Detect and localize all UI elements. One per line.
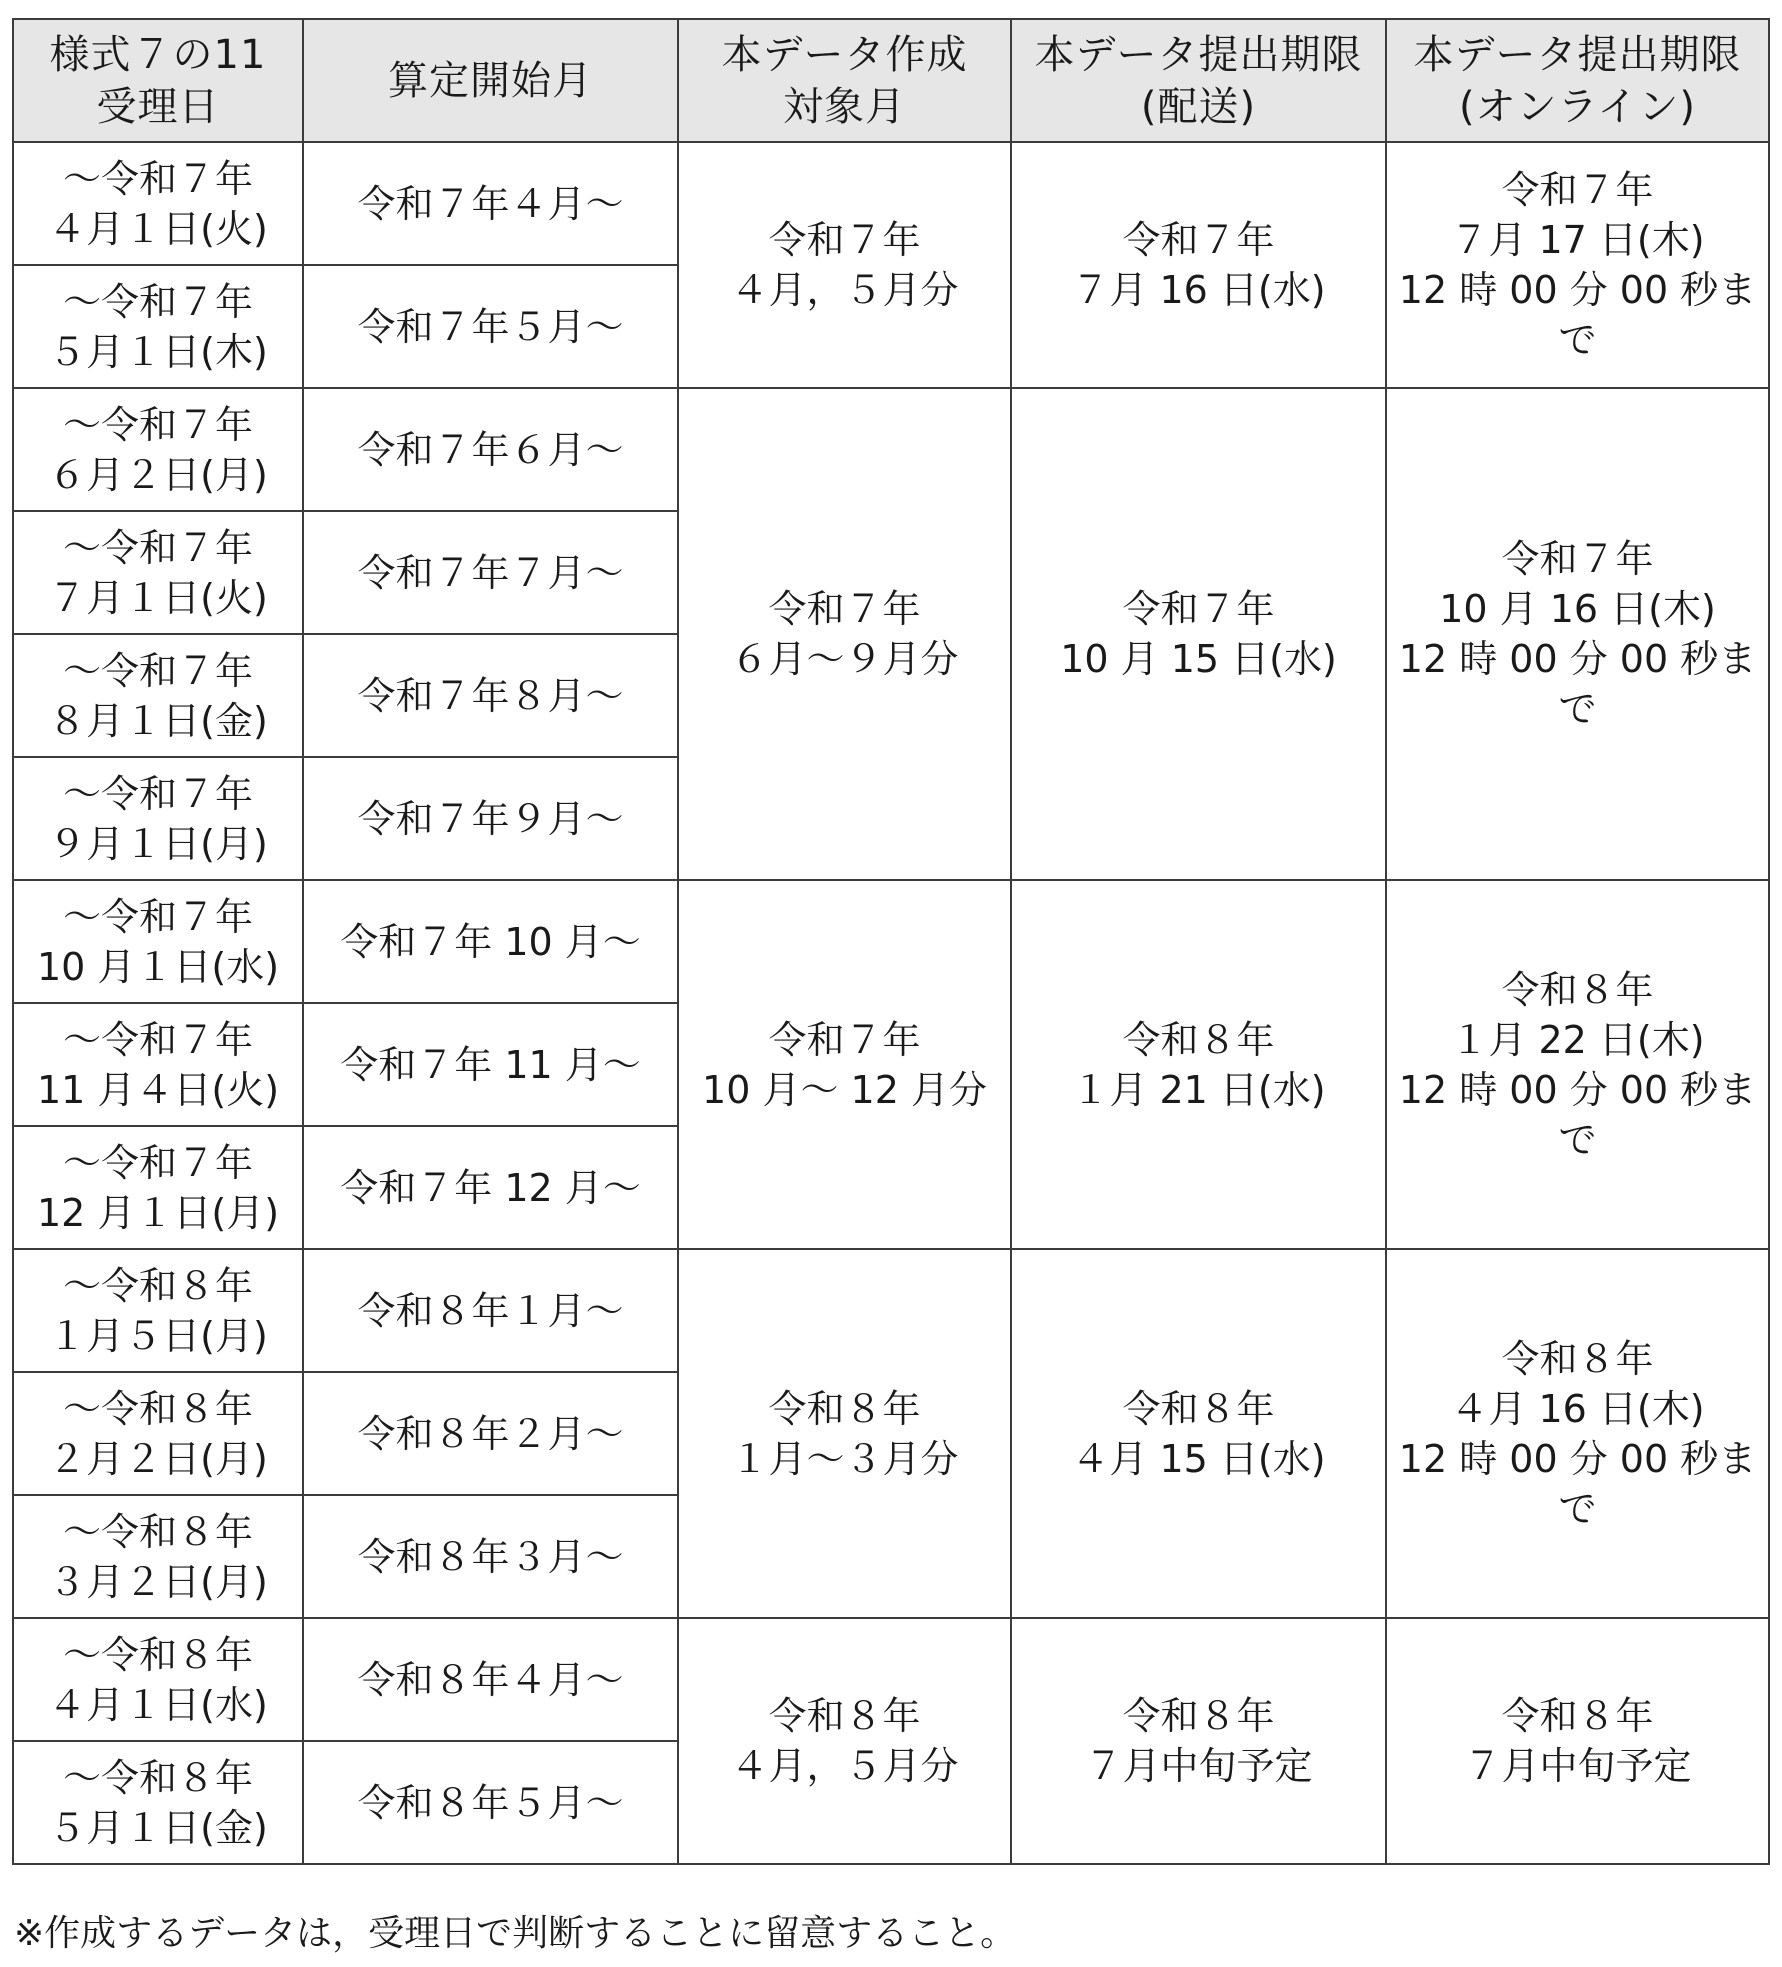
deadline-delivery-cell: 令和７年 10 月 15 日(水) <box>1011 388 1386 880</box>
target-months-cell: 令和７年 10 月～ 12 月分 <box>678 880 1011 1249</box>
received-date-cell: ～令和８年 １月５日(月) <box>13 1249 303 1372</box>
header-start-month: 算定開始月 <box>303 19 678 142</box>
deadline-online-cell: 令和７年 10 月 16 日(木) 12 時 00 分 00 秒ま で <box>1386 388 1769 880</box>
start-month-cell: 令和８年４月～ <box>303 1618 678 1741</box>
start-month-cell: 令和７年 12 月～ <box>303 1126 678 1249</box>
received-date-cell: ～令和８年 ４月１日(水) <box>13 1618 303 1741</box>
table-row <box>13 142 1769 265</box>
start-month-cell: 令和８年１月～ <box>303 1249 678 1372</box>
received-date-cell: ～令和７年 ８月１日(金) <box>13 634 303 757</box>
start-month-cell: 令和８年３月～ <box>303 1495 678 1618</box>
deadline-delivery-cell: 令和８年 １月 21 日(水) <box>1011 880 1386 1249</box>
header-received-date: 様式７の11 受理日 <box>13 19 303 142</box>
received-date-cell: ～令和７年 10 月１日(水) <box>13 880 303 1003</box>
deadline-delivery-cell: 令和７年 ７月 16 日(水) <box>1011 142 1386 388</box>
deadline-online-cell: 令和７年 ７月 17 日(木) 12 時 00 分 00 秒ま で <box>1386 142 1769 388</box>
start-month-cell: 令和７年５月～ <box>303 265 678 388</box>
start-month-cell: 令和７年 11 月～ <box>303 1003 678 1126</box>
received-date-cell: ～令和７年 ９月１日(月) <box>13 757 303 880</box>
header-deadline-delivery: 本データ提出期限 (配送) <box>1011 19 1386 142</box>
target-months-cell: 令和７年 ６月～９月分 <box>678 388 1011 880</box>
start-month-cell: 令和７年 10 月～ <box>303 880 678 1003</box>
deadline-online-cell: 令和８年 ４月 16 日(木) 12 時 00 分 00 秒ま で <box>1386 1249 1769 1618</box>
start-month-cell: 令和７年８月～ <box>303 634 678 757</box>
start-month-cell: 令和７年４月～ <box>303 142 678 265</box>
received-date-cell: ～令和８年 ３月２日(月) <box>13 1495 303 1618</box>
target-months-cell: 令和８年 １月～３月分 <box>678 1249 1011 1618</box>
start-month-cell: 令和７年７月～ <box>303 511 678 634</box>
table-row <box>13 1249 1769 1372</box>
deadline-delivery-cell: 令和８年 ４月 15 日(水) <box>1011 1249 1386 1618</box>
received-date-cell: ～令和７年 ４月１日(火) <box>13 142 303 265</box>
table-row <box>13 1618 1769 1741</box>
header-deadline-online: 本データ提出期限 (オンライン) <box>1386 19 1769 142</box>
deadline-online-cell: 令和８年 １月 22 日(木) 12 時 00 分 00 秒ま で <box>1386 880 1769 1249</box>
header-row <box>13 19 1769 142</box>
table-row <box>13 880 1769 1003</box>
start-month-cell: 令和８年５月～ <box>303 1741 678 1864</box>
deadline-online-cell: 令和８年 ７月中旬予定 <box>1386 1618 1769 1864</box>
target-months-cell: 令和８年 ４月，５月分 <box>678 1618 1011 1864</box>
target-months-cell: 令和７年 ４月，５月分 <box>678 142 1011 388</box>
received-date-cell: ～令和７年 11 月４日(火) <box>13 1003 303 1126</box>
start-month-cell: 令和７年６月～ <box>303 388 678 511</box>
received-date-cell: ～令和８年 ５月１日(金) <box>13 1741 303 1864</box>
received-date-cell: ～令和７年 12 月１日(月) <box>13 1126 303 1249</box>
received-date-cell: ～令和８年 ２月２日(月) <box>13 1372 303 1495</box>
received-date-cell: ～令和７年 ６月２日(月) <box>13 388 303 511</box>
received-date-cell: ～令和７年 ５月１日(木) <box>13 265 303 388</box>
footnote: ※作成するデータは，受理日で判断することに留意すること。 <box>14 1913 1017 1954</box>
table-row <box>13 388 1769 511</box>
header-target-months: 本データ作成 対象月 <box>678 19 1011 142</box>
deadline-delivery-cell: 令和８年 ７月中旬予定 <box>1011 1618 1386 1864</box>
schedule-table <box>12 18 1770 1865</box>
start-month-cell: 令和８年２月～ <box>303 1372 678 1495</box>
start-month-cell: 令和７年９月～ <box>303 757 678 880</box>
received-date-cell: ～令和７年 ７月１日(火) <box>13 511 303 634</box>
